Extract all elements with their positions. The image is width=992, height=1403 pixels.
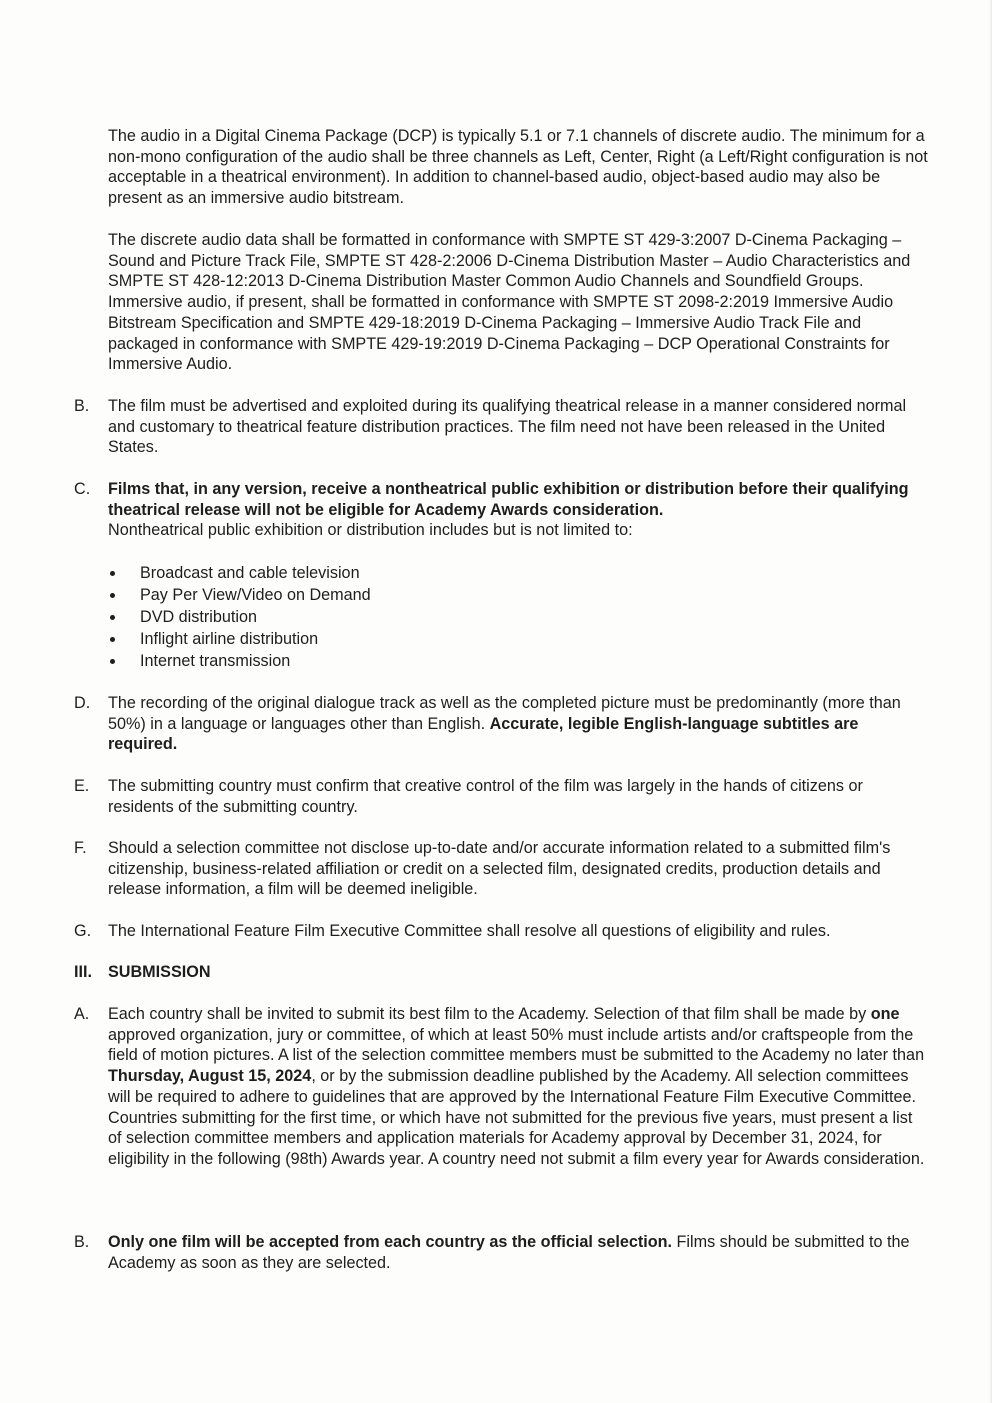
section-number: III.	[74, 963, 92, 981]
item-label: B.	[74, 1233, 90, 1251]
item-bold-one: one	[870, 1005, 900, 1023]
bullet-icon	[110, 615, 115, 620]
list-item: Pay Per View/Video on Demand	[108, 584, 608, 606]
item-label: C.	[74, 480, 91, 498]
bullet-icon	[110, 571, 115, 576]
eligibility-item-g	[74, 921, 934, 942]
paragraph-audio-dcp: The audio in a Digital Cinema Package (DCP) is typically 5.1 or 7.1 channels of discrete audio. The minimum for a non-mono configuration of the audio shall be three channels as Left, Center, Right (a Left/Right configuration is not acceptable in a theatrical environment). In addition to channel-based audio, object-based audio may also be present as an immersive audio bitstream.	[108, 127, 928, 208]
nontheatrical-list	[108, 562, 608, 672]
paragraph-audio-formatting: The discrete audio data shall be formatted in conformance with SMPTE ST 429-3:2007 D-Cinema Packaging – Sound and Picture Track File, SMPTE ST 428-2:2006 D-Cinema Distribution Master – Audio Characteristics and SMPTE ST 428-12:2013 D-Cinema Distribution Master Common Audio Channels and Soundfield Groups. Immersive audio, if present, shall be formatted in conformance with SMPTE ST 2098-2:2019 Immersive Audio Bitstream Specification and SMPTE 429-18:2019 D-Cinema Packaging – Immersive Audio Track File and packaged in conformance with SMPTE 429-19:2019 D-Cinema Packaging – DCP Operational Constraints for Immersive Audio.	[108, 231, 911, 374]
eligibility-item-b	[74, 396, 934, 458]
bullet-icon	[110, 637, 115, 642]
item-text	[108, 1232, 928, 1273]
submission-item-a	[74, 1004, 934, 1170]
item-text: The International Feature Film Executive Committee shall resolve all questions of eligibility and rules.	[108, 922, 831, 940]
section-heading-submission	[74, 962, 211, 983]
list-item: Internet transmission	[108, 650, 608, 672]
submission-item-b	[74, 1232, 934, 1273]
item-bold-text: Only one film will be accepted from each country as the official selection.	[108, 1233, 673, 1251]
bullet-icon	[110, 593, 115, 598]
item-label: B.	[74, 397, 90, 415]
item-bold-text: Accurate, legible English-language subtitles are required.	[108, 714, 859, 754]
list-item: DVD distribution	[108, 606, 608, 628]
item-bold-text: Films that, in any version, receive a nontheatrical public exhibition or distribution before their qualifying theatrical release will not be eligible for Academy Awards consideration.	[108, 480, 909, 519]
item-label: G.	[74, 922, 92, 940]
item-text: The submitting country must confirm that creative control of the film was largely in the hands of citizens or residents of the submitting country.	[108, 777, 863, 816]
item-text: Each country shall be invited to submit its best film to the Academy. Selection of that film shall be made by one approved organization, jury or committee, of which at least 50% must include artists and/or craftspeople from the field of motion pictures. A list of the selection committee members must be submitted to the Academy no later than Thursday, August 15, 2024, or by the submission deadline published by the Academy. All selection committees will be required to adhere to guidelines that are approved by the International Feature Film Executive Committee. Countries submitting for the first time, or which have not submitted for the previous five years, must present a list of selection committee members and application materials for Academy approval by December 31, 2024, for eligibility in the following (98th) Awards year. A country need not submit a film every year for Awards consideration.	[108, 1005, 925, 1168]
section-title: SUBMISSION	[108, 963, 211, 981]
item-plain-text: Nontheatrical public exhibition or distribution includes but is not limited to:	[108, 521, 633, 540]
eligibility-item-f	[74, 838, 934, 900]
list-item: Inflight airline distribution	[108, 628, 608, 650]
item-text: The film must be advertised and exploited during its qualifying theatrical release in a manner considered normal and customary to theatrical feature distribution practices. The film need not have been released in the United States.	[108, 397, 907, 457]
eligibility-item-c	[74, 479, 934, 541]
list-item: Broadcast and cable television	[108, 562, 608, 584]
eligibility-item-e	[74, 776, 934, 817]
item-text	[108, 693, 928, 755]
item-plain-text: Films should be submitted to the Academy as soon as they are selected.	[108, 1233, 910, 1272]
item-label: D.	[74, 694, 91, 712]
item-text	[108, 479, 928, 541]
item-bold-deadline: Thursday, August 15, 2024	[108, 1067, 312, 1086]
item-label: F.	[74, 839, 87, 857]
bullet-icon	[110, 659, 115, 664]
item-text: Should a selection committee not disclose up-to-date and/or accurate information related to a submitted film's citizenship, business-related affiliation or credit on a selected film, designated credits, production details and release information, a film will be deemed ineligible.	[108, 839, 891, 899]
item-label: A.	[74, 1005, 90, 1023]
item-plain-text: The recording of the original dialogue track as well as the completed picture must be predominantly (more than 50%) in a language or languages other than English.	[108, 694, 901, 733]
eligibility-item-d	[74, 693, 934, 755]
item-label: E.	[74, 777, 90, 795]
